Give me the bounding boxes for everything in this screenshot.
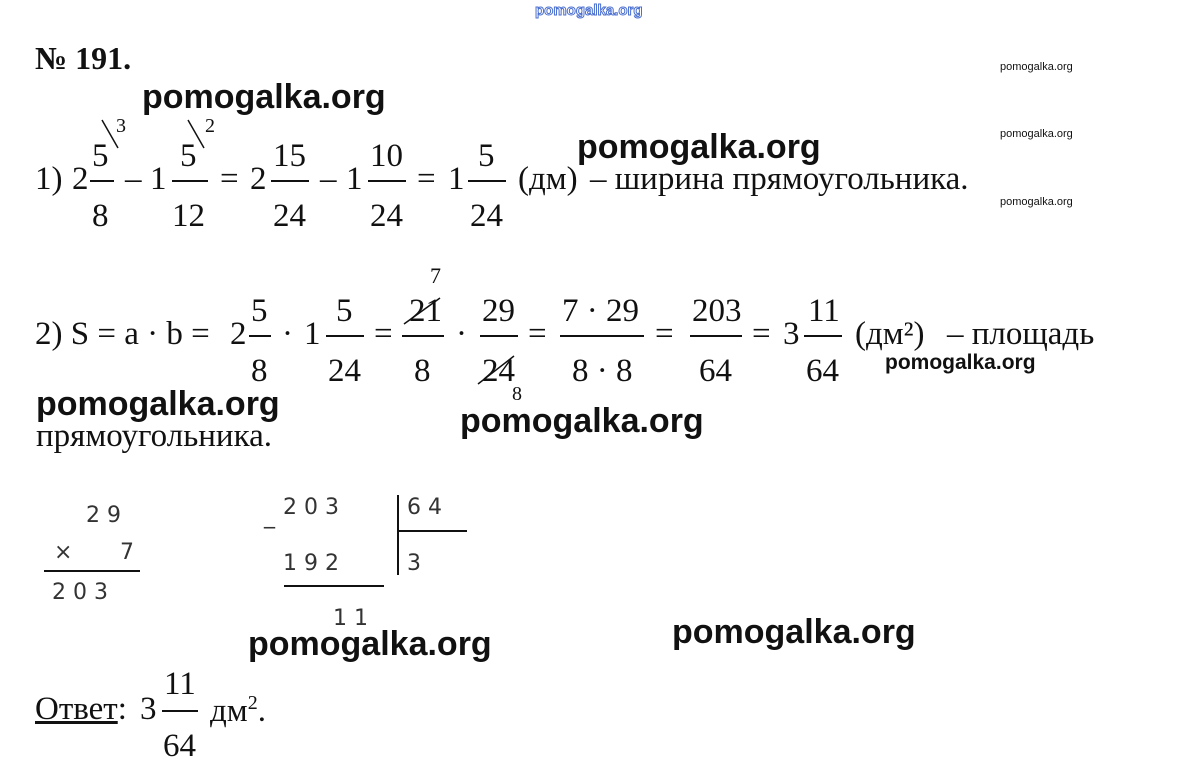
step2-f2-num: 5 <box>336 293 353 329</box>
step2-f3-cancel: 7 <box>430 263 441 288</box>
step2-f1-num: 5 <box>251 293 268 329</box>
step2-f3-num: 21 <box>409 293 442 329</box>
answer-unit-sup: 2 <box>247 692 258 714</box>
mult-op: × <box>54 540 73 565</box>
step1-unit: (дм) <box>518 161 578 197</box>
step2-f2-den: 24 <box>328 353 361 389</box>
div-quotient: 3 <box>407 551 421 576</box>
step2-f5-bar <box>560 335 644 337</box>
step1-bar-3 <box>271 180 309 182</box>
step2-eq-1: = <box>374 316 393 352</box>
step1-den-3: 24 <box>273 198 306 234</box>
step1-bar-1 <box>90 180 114 182</box>
problem-number: № 191. <box>35 40 132 76</box>
div-minus: _ <box>264 504 275 529</box>
mult-line <box>44 570 140 572</box>
step1-op-4: = <box>417 161 436 197</box>
answer-den: 64 <box>163 728 196 764</box>
step2-f4-cancel: 8 <box>512 383 522 405</box>
watermark-1[interactable]: pomogalka.org <box>142 78 386 116</box>
step2-unit: (дм²) <box>855 316 925 352</box>
step2-f3-bar <box>402 335 444 337</box>
step2-dot-2: · <box>456 316 467 352</box>
div-remainder: 1 1 <box>333 606 368 631</box>
answer-unit-prefix: дм <box>210 693 248 729</box>
watermark-4[interactable]: pomogalka.org <box>460 402 704 440</box>
step1-num-5: 5 <box>478 138 495 174</box>
watermark-top[interactable]: pomogalka.org <box>535 2 643 19</box>
mult-second: 7 <box>120 540 134 565</box>
step1-factor-1: 3 <box>116 115 126 137</box>
step2-prefix: 2) S = a · b = <box>35 316 210 352</box>
step2-f4-den: 24 <box>482 353 515 389</box>
step2-f7-num: 11 <box>808 293 840 329</box>
cancel-stroke-21 <box>402 294 444 328</box>
step1-prefix: 1) <box>35 161 63 197</box>
step2-f4-num: 29 <box>482 293 515 329</box>
step1-den-4: 24 <box>370 198 403 234</box>
step2-dot-1: · <box>282 316 293 352</box>
div-subtract-line <box>284 585 384 587</box>
step2-f1-whole: 2 <box>230 316 247 352</box>
step1-den-5: 24 <box>470 198 503 234</box>
step2-f5-num: 7 · 29 <box>562 293 639 329</box>
step2-f7-bar <box>804 335 842 337</box>
answer-bar <box>162 710 198 712</box>
div-divisor: 6 4 <box>407 495 442 520</box>
step1-text: – ширина прямоугольника. <box>590 161 969 197</box>
watermark-6[interactable]: pomogalka.org <box>672 613 916 651</box>
step1-whole-2: 1 <box>150 161 167 197</box>
step2-text: – площадь <box>947 316 1095 352</box>
step2-f6-bar <box>690 335 742 337</box>
step2-eq-2: = <box>528 316 547 352</box>
step2-eq-4: = <box>752 316 771 352</box>
step1-num-1: 5 <box>92 138 109 174</box>
answer-unit-suffix: . <box>257 693 266 729</box>
step1-factor-2: 2 <box>205 115 215 137</box>
step1-op-2: = <box>220 161 239 197</box>
step1-bar-5 <box>468 180 506 182</box>
step2-f3-den: 8 <box>414 353 431 389</box>
step2-f6-num: 203 <box>692 293 742 329</box>
step2-f4-bar <box>480 335 518 337</box>
mult-result: 2 0 3 <box>52 580 108 605</box>
answer-whole: 3 <box>140 691 157 727</box>
answer-label: Ответ <box>35 691 118 727</box>
div-vertical-line <box>397 495 399 575</box>
step2-f2-bar <box>326 335 364 337</box>
step1-whole-3: 2 <box>250 161 267 197</box>
step1-op-3: – <box>320 161 337 197</box>
step2-f7-whole: 3 <box>783 316 800 352</box>
step2-f2-whole: 1 <box>304 316 321 352</box>
answer-colon: : <box>117 691 127 727</box>
step1-whole-1: 2 <box>72 161 89 197</box>
step1-bar-2 <box>172 180 208 182</box>
step1-num-4: 10 <box>370 138 403 174</box>
watermark-side-3[interactable]: pomogalka.org <box>1000 196 1073 208</box>
div-dividend: 2 0 3 <box>283 495 339 520</box>
div-subtract: 1 9 2 <box>283 551 339 576</box>
watermark-3[interactable]: pomogalka.org <box>36 385 280 423</box>
div-divisor-line <box>399 530 467 532</box>
step1-den-2: 12 <box>172 198 205 234</box>
step1-whole-4: 1 <box>346 161 363 197</box>
step1-bar-4 <box>368 180 406 182</box>
step1-num-2: 5 <box>180 138 197 174</box>
step2-f7-den: 64 <box>806 353 839 389</box>
mult-top: 2 9 <box>86 503 121 528</box>
step2-f1-bar <box>249 335 271 337</box>
step2-eq-3: = <box>655 316 674 352</box>
watermark-5[interactable]: pomogalka.org <box>248 625 492 663</box>
answer-label-wrap <box>35 693 127 726</box>
watermark-2[interactable]: pomogalka.org <box>577 128 821 166</box>
watermark-side-1[interactable]: pomogalka.org <box>1000 61 1073 73</box>
step2-text-cont: прямоугольника. <box>36 418 273 454</box>
step1-num-3: 15 <box>273 138 306 174</box>
step2-f6-den: 64 <box>699 353 732 389</box>
answer-unit <box>210 693 266 728</box>
step1-op-1: – <box>125 161 142 197</box>
step1-whole-5: 1 <box>448 161 465 197</box>
watermark-side-2[interactable]: pomogalka.org <box>1000 128 1073 140</box>
step2-f5-den: 8 · 8 <box>572 353 633 389</box>
step2-f1-den: 8 <box>251 353 268 389</box>
step1-den-1: 8 <box>92 198 109 234</box>
answer-num: 11 <box>164 666 196 702</box>
watermark-mid[interactable]: pomogalka.org <box>885 351 1036 374</box>
